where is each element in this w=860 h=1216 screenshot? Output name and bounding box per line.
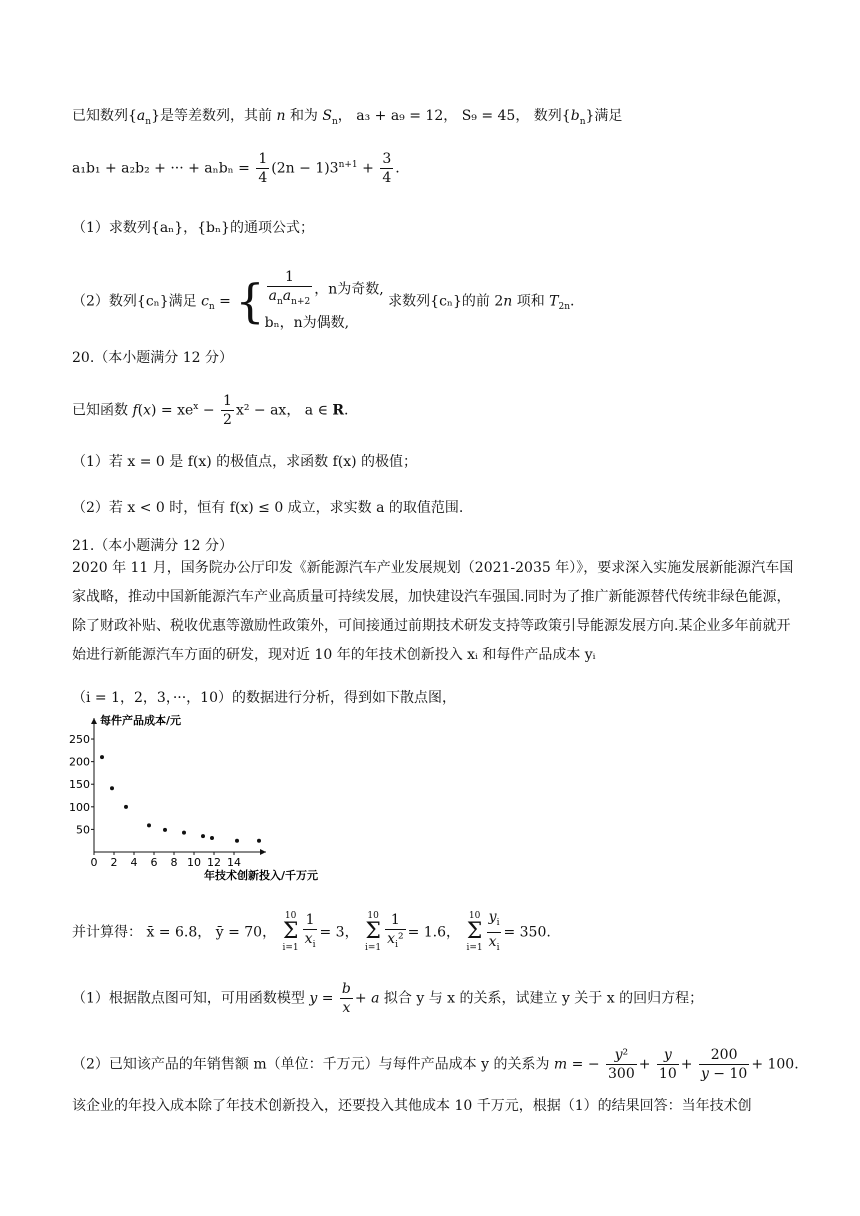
data-point — [110, 786, 114, 790]
p21-index-line: （i = 1，2，3，···，10）的数据进行分析，得到如下散点图， — [72, 690, 456, 706]
data-point — [235, 839, 239, 843]
data-point — [201, 834, 205, 838]
data-point — [124, 805, 128, 809]
cond-2: S₉ = 45 — [461, 108, 516, 124]
x-tick-label: 6 — [150, 856, 158, 869]
x-tick-label: 0 — [90, 856, 98, 869]
data-point — [147, 823, 151, 827]
p21-paragraph: 2020 年 11 月，国务院办公厅印发《新能源汽车产业发展规划（2021-2035 年）》，要求深入实施发展新能源汽车国家战略，推动中国新能源汽车产业高质量可持续发展，加快建设汽车强国.同时为了推广新能源替代传统非绿色能源，除了财政补贴、税收优惠等激励性政策外，可间接通过前期技术研发支持等政策引导能源发展方向.某企业多年前就开始进行新能源汽车方面的研发，现对近 10 年的年技术创新投入 xᵢ 和每件产品成本 yᵢ — [72, 560, 794, 663]
data-point — [257, 839, 261, 843]
y-axis-arrow — [91, 718, 97, 724]
p19-identity: a₁b₁ + a₂b₂ + ··· + aₙbₙ = $\frac{1}{4}$ $(2n - 1)3^{n+1}$ + $\frac{3}{4}$ . — [72, 151, 400, 186]
p21-q3: 该企业的年投入成本除了年技术创新投入，还要投入其他成本 10 千万元，根据（1）的结果回答：当年技术创 — [72, 1098, 752, 1114]
x-tick-label: 14 — [227, 856, 241, 869]
x-axis-arrow — [260, 849, 266, 855]
p20-q2: （2）若 x < 0 时，恒有 f(x) ≤ 0 成立，求实数 a 的取值范围. — [72, 500, 464, 516]
data-point — [100, 755, 104, 759]
data-point — [182, 831, 186, 835]
p20-heading: 20.（本小题满分 12 分） — [72, 350, 233, 366]
x-tick-label: 10 — [187, 856, 201, 869]
p21-calc: 并计算得： x̄ = 6.8， ȳ = 70， 10 Σ i=1 $\frac{1}{x_i}$ = 3， 10 Σ i=1 $\frac{1}{x_i^2}$ = 1.6， 10 Σ i=1 $\frac{y_i}{x_i}$ = 350. — [72, 909, 551, 954]
x-tick-label: 2 — [110, 856, 118, 869]
y-tick-label: 200 — [69, 755, 90, 769]
p19-q2: （2）数列{cₙ}满足 $c_n$ = { $\frac{1}{a_na_{n+2}}$ ，n为奇数, bₙ，n为偶数, 求数列{cₙ}的前 2n 项和 $T_{2n}$. — [72, 269, 575, 331]
p21-heading: 21.（本小题满分 12 分） — [72, 538, 233, 554]
y-tick-label: 150 — [69, 778, 90, 792]
y-tick-label: 250 — [69, 733, 90, 747]
scatter-chart — [69, 712, 319, 882]
y-tick-label: 100 — [69, 800, 90, 814]
x-tick-label: 12 — [207, 856, 221, 869]
p21-q2: （2）已知该产品的年销售额 m（单位：千万元）与每件产品成本 y 的关系为 m = − $\frac{\text{y²}}{300}$ + $\frac{y}{10}$ + $\frac{200}{y - 10}$ + 100. — [72, 1047, 799, 1082]
cond-1: a₃ + a₉ = 12 — [356, 108, 444, 124]
p20-q1: （1）若 x = 0 是 f(x) 的极值点，求函数 f(x) 的极值； — [72, 454, 418, 470]
y-tick-label: 50 — [76, 823, 90, 837]
p20-given: 已知函数 $f(x) = xe^x$ − $\frac{1}{2}$ x² − ax， a ∈ R. — [72, 393, 349, 428]
p19-q1: （1）求数列{aₙ}，{bₙ}的通项公式； — [72, 220, 314, 236]
x-tick-label: 4 — [130, 856, 138, 869]
data-point — [210, 836, 214, 840]
p19-intro: 已知数列$\{a_n\}$是等差数列，其前 n 和为 $S_n$， a₃ + a₉ = 12， S₉ = 45， 数列$\{b_n\}$满足 — [72, 108, 623, 127]
y-axis-label: 每件产品成本/元 — [100, 714, 182, 727]
p21-q1: （1）根据散点图可知，可用函数模型 y = $\frac{b}{x}$ + a 拟合 y 与 x 的关系，试建立 y 关于 x 的回归方程； — [72, 981, 704, 1016]
x-tick-label: 8 — [170, 856, 178, 869]
x-axis-label: 年技术创新投入/千万元 — [204, 869, 319, 882]
data-point — [163, 828, 167, 832]
